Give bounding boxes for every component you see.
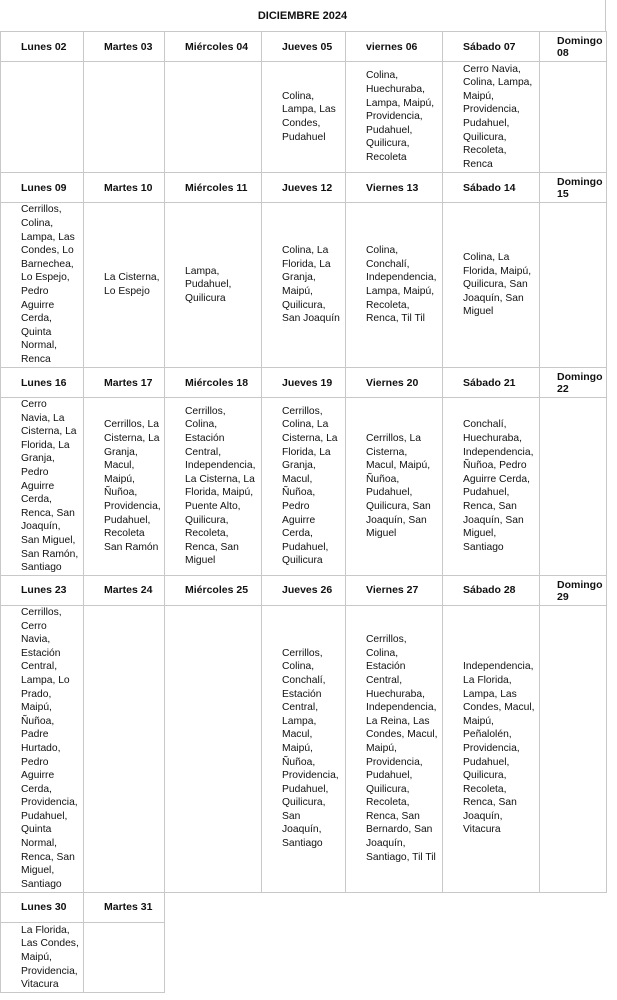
day-header: Lunes 16 xyxy=(1,368,84,398)
day-header: Lunes 30 xyxy=(1,892,84,922)
day-communes xyxy=(540,203,607,368)
day-communes xyxy=(1,605,84,892)
empty-space xyxy=(165,892,607,922)
day-communes xyxy=(165,203,262,368)
communes-text: Colina, Huechuraba, Lampa, Maipú, Providencia, Pudahuel, Quilicura, Recoleta xyxy=(366,70,435,163)
empty-space xyxy=(165,922,607,992)
day-header: Martes 24 xyxy=(84,575,165,605)
day-communes xyxy=(1,398,84,576)
day-header: Viernes 13 xyxy=(346,173,443,203)
day-communes xyxy=(165,398,262,576)
day-communes xyxy=(443,203,540,368)
day-header: Domingo 29 xyxy=(540,575,607,605)
day-communes xyxy=(262,62,346,173)
communes-text: Cerrillos, Colina, Estación Central, Independencia, La Cisterna, La Florida, Maipú, Puente Alto, Quilicura, Recoleta, Renca, San Miguel xyxy=(185,405,256,567)
day-header: Sábado 07 xyxy=(443,32,540,62)
day-header: viernes 06 xyxy=(346,32,443,62)
day-header: Martes 10 xyxy=(84,173,165,203)
communes-text: Independencia, La Florida, Lampa, Las Condes, Macul, Maipú, Peñalolén, Providencia, Pudahuel, Quilicura, Recoleta, Renca, San Joaquín, Vitacura xyxy=(463,661,535,836)
day-header: Jueves 12 xyxy=(262,173,346,203)
communes-text: Lampa, Pudahuel, Quilicura xyxy=(185,265,232,304)
day-communes xyxy=(84,62,165,173)
day-communes xyxy=(1,62,84,173)
communes-text: Cerrillos, Cerro Navia, Estación Central, Lampa, Lo Prado, Maipú, Ñuñoa, Padre Hurtado, Pedro Aguirre Cerda, Providencia, Pudahuel, Quinta Normal, Renca, San Miguel, Santiago xyxy=(21,606,78,890)
day-communes xyxy=(540,62,607,173)
day-header: Domingo 08 xyxy=(540,32,607,62)
day-header: Lunes 02 xyxy=(1,32,84,62)
communes-text: La Cisterna, Lo Espejo xyxy=(104,272,160,297)
schedule-table xyxy=(0,31,607,993)
communes-text: Colina, La Florida, Maipú, Quilicura, San Joaquín, San Miguel xyxy=(463,252,532,318)
day-communes xyxy=(443,605,540,892)
day-header: Domingo 15 xyxy=(540,173,607,203)
day-communes xyxy=(165,605,262,892)
day-header: Miércoles 11 xyxy=(165,173,262,203)
day-communes xyxy=(1,203,84,368)
communes-text: Cerro Navia, La Cisterna, La Florida, La Granja, Pedro Aguirre Cerda, Renca, San Joaquín, San Miguel, San Ramón, Santiago xyxy=(21,399,79,574)
day-communes xyxy=(443,62,540,173)
day-header: Lunes 09 xyxy=(1,173,84,203)
communes-text: Cerrillos, Colina, Estación Central, Huechuraba, Independencia, La Reina, Las Condes, Macul, Maipú, Providencia, Pudahuel, Quilicura, Recoleta, Renca, San Bernardo, San Joaquín, Santiago, Til Til xyxy=(366,634,438,863)
day-header: Lunes 23 xyxy=(1,575,84,605)
day-header: Sábado 28 xyxy=(443,575,540,605)
communes-text: Cerrillos, Colina, Lampa, Las Condes, Lo Barnechea, Lo Espejo, Pedro Aguirre Cerda, Quinta Normal, Renca xyxy=(21,204,75,365)
day-communes xyxy=(346,203,443,368)
day-communes xyxy=(84,398,165,576)
day-header: Martes 17 xyxy=(84,368,165,398)
day-communes xyxy=(262,605,346,892)
day-communes xyxy=(443,398,540,576)
communes-text: Cerrillos, La Cisterna, La Granja, Macul, Maipú, Ñuñoa, Providencia, Pudahuel, Recoleta San Ramón xyxy=(104,419,161,553)
day-header: Jueves 26 xyxy=(262,575,346,605)
day-header: Martes 31 xyxy=(84,892,165,922)
day-communes xyxy=(540,398,607,576)
day-header: Miércoles 04 xyxy=(165,32,262,62)
day-communes xyxy=(346,398,443,576)
communes-text: La Florida, Las Condes, Maipú, Providencia, Vitacura xyxy=(21,924,79,991)
communes-text: Cerrillos, La Cisterna, Macul, Maipú, Ñuñoa, Pudahuel, Quilicura, San Joaquín, San Miguel xyxy=(366,432,431,540)
communes-text: Conchalí, Huechuraba, Independencia, Ñuñoa, Pedro Aguirre Cerda, Pudahuel, Renca, San Joaquín, San Miguel, Santiago xyxy=(463,419,534,553)
communes-text: Colina, La Florida, La Granja, Maipú, Quilicura, San Joaquín xyxy=(282,245,340,325)
day-communes xyxy=(84,203,165,368)
day-communes xyxy=(84,605,165,892)
day-communes xyxy=(346,605,443,892)
day-header: Jueves 19 xyxy=(262,368,346,398)
communes-text: Colina, Conchalí, Independencia, Lampa, Maipú, Recoleta, Renca, Til Til xyxy=(366,245,437,325)
day-header: Domingo 22 xyxy=(540,368,607,398)
day-communes xyxy=(262,398,346,576)
day-header: Jueves 05 xyxy=(262,32,346,62)
day-header: Viernes 20 xyxy=(346,368,443,398)
day-header: Miércoles 25 xyxy=(165,575,262,605)
day-communes xyxy=(346,62,443,173)
communes-text: Colina, Lampa, Las Condes, Pudahuel xyxy=(282,90,336,143)
communes-text: Cerrillos, Colina, Conchalí, Estación Central, Lampa, Macul, Maipú, Ñuñoa, Providencia, Pudahuel, Quilicura, San Joaquín, Santiago xyxy=(282,647,339,850)
day-header: Viernes 27 xyxy=(346,575,443,605)
day-communes xyxy=(262,203,346,368)
calendar-title: DICIEMBRE 2024 xyxy=(0,0,606,32)
day-header: Martes 03 xyxy=(84,32,165,62)
day-communes xyxy=(540,605,607,892)
day-header: Sábado 14 xyxy=(443,173,540,203)
day-header: Sábado 21 xyxy=(443,368,540,398)
communes-text: Cerro Navia, Colina, Lampa, Maipú, Providencia, Pudahuel, Quilicura, Recoleta, Renca xyxy=(463,63,533,170)
day-header: Miércoles 18 xyxy=(165,368,262,398)
day-communes xyxy=(1,922,84,992)
day-communes xyxy=(84,922,165,992)
communes-text: Cerrillos, Colina, La Cisterna, La Florida, La Granja, Macul, Ñuñoa, Pedro Aguirre Cerda, Pudahuel, Quilicura xyxy=(282,405,338,567)
day-communes xyxy=(165,62,262,173)
